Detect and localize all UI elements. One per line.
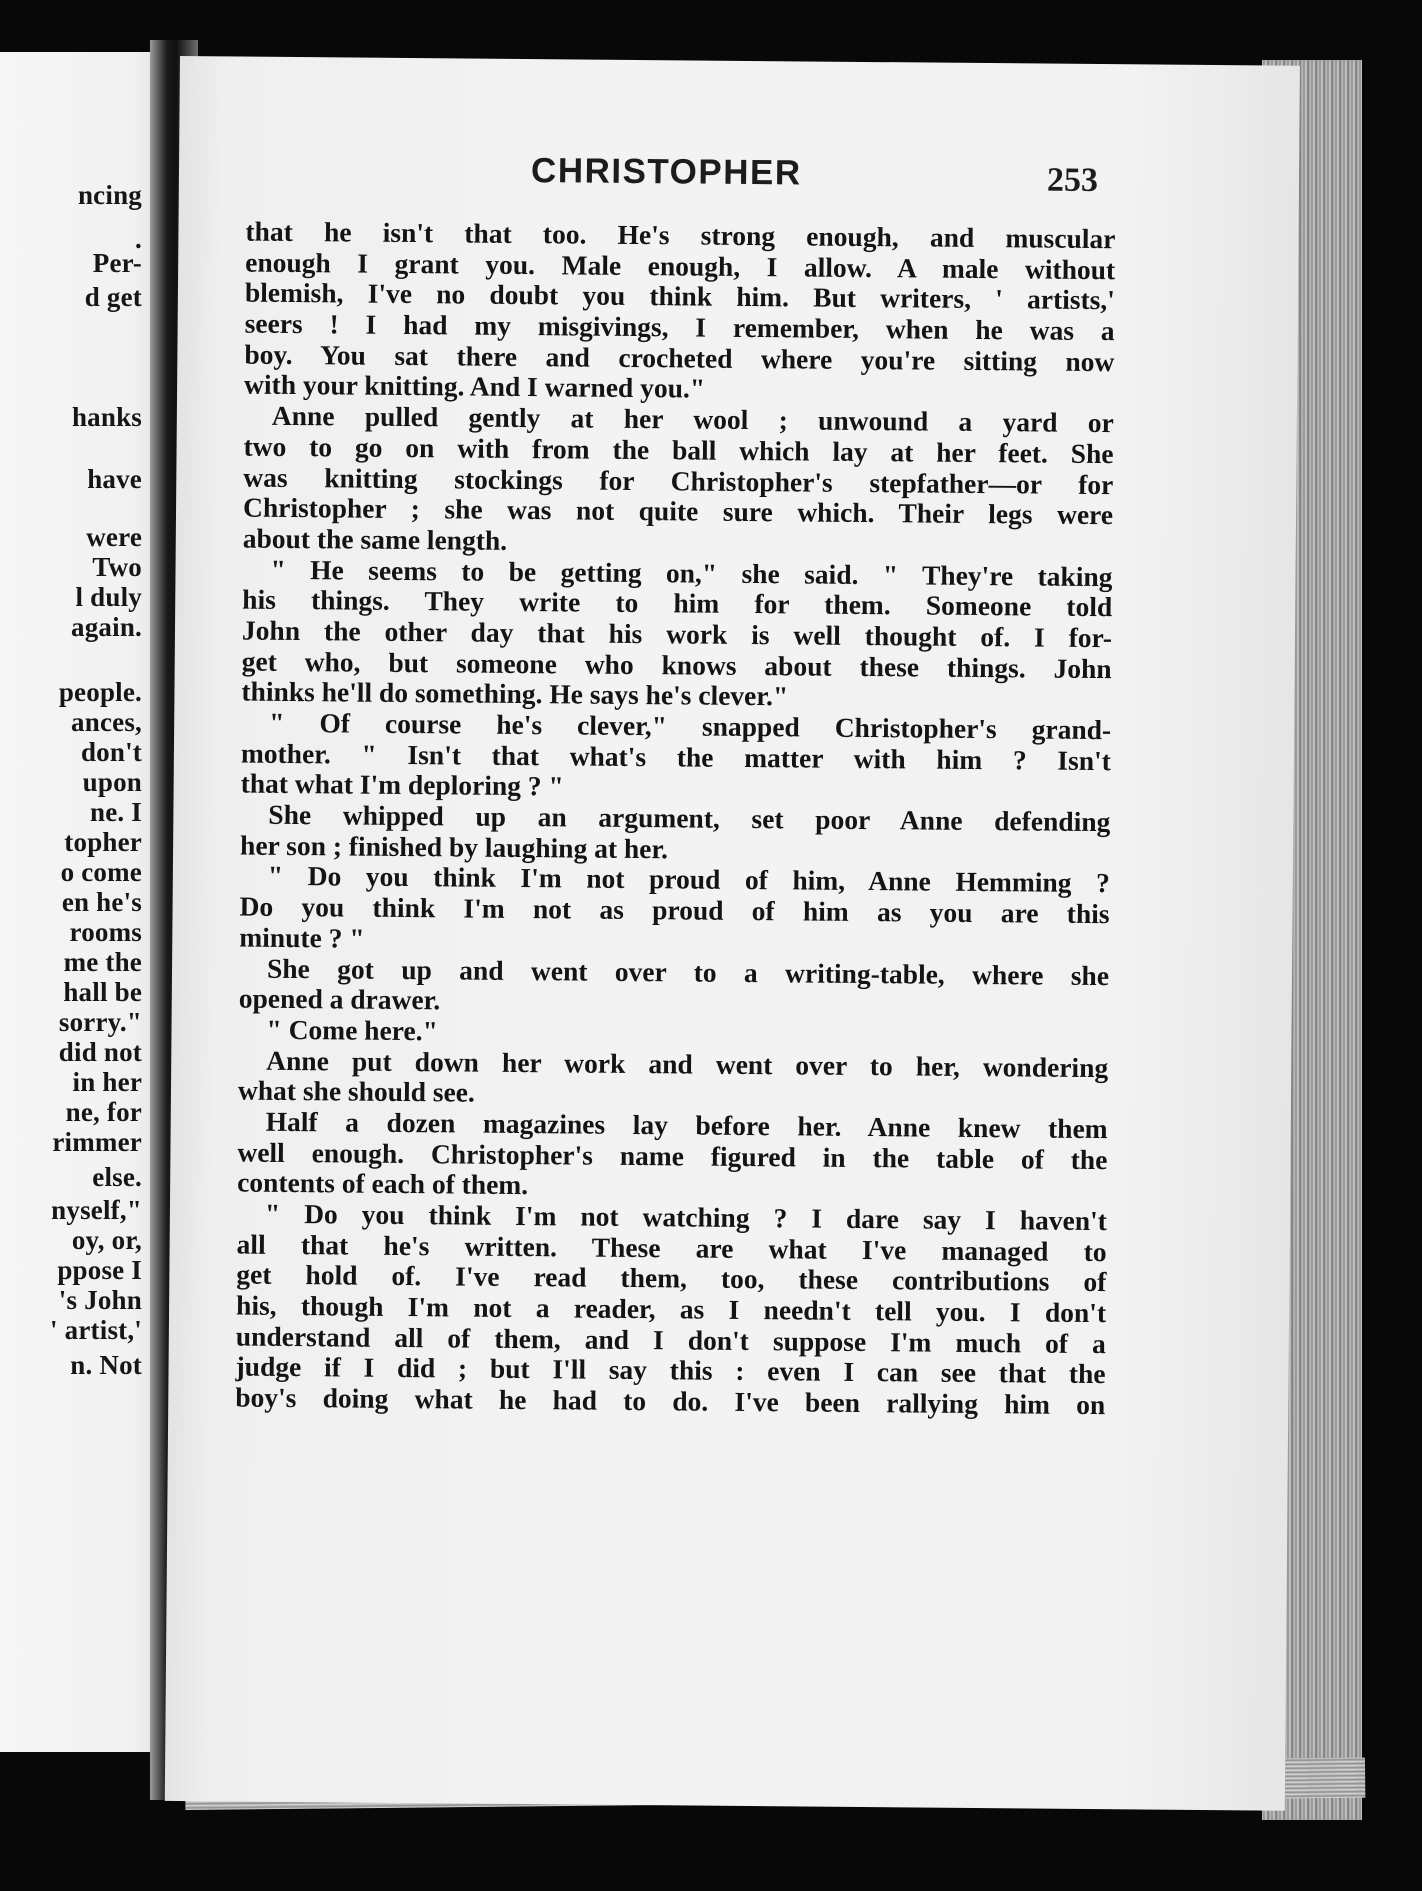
- page-header: [179, 148, 1299, 208]
- text-line: " Do you think I'm not watching ? I dare say I haven't: [264, 1197, 1108, 1237]
- text-line: opened a drawer.: [238, 982, 441, 1016]
- left-page-fragment: else.: [92, 1162, 142, 1192]
- page-number: 253: [1046, 161, 1099, 200]
- text-line: " Of course he's clever," snapped Christopher's grand-: [269, 706, 1112, 746]
- text-line: " Come here.": [266, 1013, 438, 1047]
- text-line: Anne put down her work and went over to her, wondering: [266, 1044, 1109, 1083]
- left-page-fragment: .: [135, 224, 142, 254]
- text-line: seers ! I had my misgivings, I remember, when he was a: [244, 307, 1115, 347]
- left-page-fragment: l duly: [75, 582, 142, 612]
- text-line: two to go on with from the ball which lay at her feet. She: [243, 430, 1114, 469]
- text-line: judge if I did ; but I'll say this : even I can see that the: [235, 1350, 1106, 1390]
- left-page-fragment: ncing: [77, 180, 142, 210]
- left-page-fragment: hall be: [63, 977, 142, 1007]
- text-line: Christopher ; she was not quite sure which. Their legs were: [242, 491, 1114, 531]
- text-line: understand all of them, and I don't suppose I'm much of a: [235, 1320, 1106, 1359]
- left-page-fragment: ne, for: [65, 1097, 142, 1127]
- body-text: [235, 217, 1115, 1421]
- left-page-fragment: topher: [64, 827, 142, 857]
- left-page-fragment: don't: [80, 737, 142, 767]
- text-line: blemish, I've no doubt you think him. But writers, ' artists,': [244, 276, 1116, 316]
- left-page-fragment: d get: [84, 282, 142, 312]
- left-page-fragment: were: [86, 522, 142, 552]
- right-page: [165, 56, 1300, 1811]
- left-page-fragment: en he's: [61, 887, 142, 917]
- text-line: Do you think I'm not as proud of him as you are this: [239, 890, 1110, 930]
- text-line: was knitting stockings for Christopher's stepfather—or for: [243, 461, 1114, 500]
- left-page-fragment: sorry.": [58, 1007, 142, 1037]
- text-line: about the same length.: [242, 522, 508, 556]
- text-line: with your knitting. And I warned you.": [244, 369, 706, 405]
- text-line: boy. You sat there and crocheted where you're sitting now: [244, 338, 1115, 377]
- text-line: her son ; finished by laughing at her.: [239, 829, 669, 865]
- left-page-fragment: Two: [92, 552, 142, 582]
- running-head: CHRISTOPHER: [530, 151, 802, 193]
- left-page-fragment: 's John: [58, 1285, 142, 1315]
- left-page-fragment: upon: [82, 767, 142, 797]
- text-line: that he isn't that too. He's strong enough, and muscular: [245, 215, 1116, 255]
- left-page-fragment: rooms: [69, 917, 142, 947]
- text-line: " He seems to be getting on," she said. " They're taking: [270, 553, 1113, 592]
- left-page-fragment: Per-: [92, 248, 142, 278]
- left-page-fragment: have: [87, 464, 142, 494]
- text-line: She got up and went over to a writing-table, where she: [266, 952, 1110, 991]
- text-line: what she should see.: [237, 1074, 475, 1108]
- text-line: that what I'm deploring ? ": [240, 767, 564, 802]
- text-line: boy's doing what he had to do. I've been rallying him on: [235, 1381, 1106, 1421]
- text-line: Half a dozen magazines lay before her. Anne knew them: [265, 1105, 1108, 1145]
- left-page-fragment: hanks: [71, 402, 142, 432]
- text-line: Anne pulled gently at her wool ; unwound a yard or: [271, 399, 1114, 439]
- text-line: " Do you think I'm not proud of him, Anne Hemming ?: [267, 860, 1110, 899]
- text-line: enough I grant you. Male enough, I allow. A male without: [245, 246, 1116, 285]
- left-page-fragment: o come: [60, 857, 142, 887]
- left-page-fragment: ances,: [71, 707, 142, 737]
- left-page-fragment: in her: [72, 1067, 142, 1097]
- text-line: well enough. Christopher's name figured in the table of the: [237, 1136, 1108, 1175]
- text-line: get who, but someone who knows about these things. John: [241, 645, 1112, 684]
- left-facing-page: [0, 52, 168, 1752]
- text-line: contents of each of them.: [237, 1166, 529, 1201]
- text-line: John the other day that his work is well thought of. I for-: [241, 614, 1113, 654]
- left-page-fragment: did not: [58, 1037, 142, 1067]
- text-line: She whipped up an argument, set poor Anne defending: [268, 798, 1111, 838]
- text-line: get hold of. I've read them, too, these contributions of: [236, 1258, 1107, 1298]
- text-line: mother. " Isn't that what's the matter with him ? Isn't: [240, 737, 1112, 776]
- left-page-fragment: again.: [71, 612, 142, 642]
- left-page-fragment: ne. I: [89, 797, 142, 827]
- text-line: minute ? ": [239, 921, 365, 954]
- left-page-fragment: oy, or,: [71, 1225, 142, 1255]
- text-line: his, though I'm not a reader, as I needn't tell you. I don't: [235, 1289, 1107, 1329]
- left-page-fragment: people.: [58, 677, 142, 707]
- text-line: thinks he'll do something. He says he's clever.": [241, 675, 789, 712]
- left-page-fragment: ppose I: [57, 1255, 142, 1285]
- left-page-fragment: nyself,": [51, 1195, 142, 1225]
- left-page-fragment: n. Not: [70, 1350, 142, 1380]
- text-line: all that he's written. These are what I've managed to: [236, 1228, 1107, 1267]
- left-page-fragment: me the: [63, 947, 142, 977]
- left-page-fragment: ' artist,': [50, 1315, 142, 1345]
- text-line: his things. They write to him for them. Someone told: [242, 583, 1113, 623]
- left-page-fragment: rimmer: [52, 1127, 142, 1157]
